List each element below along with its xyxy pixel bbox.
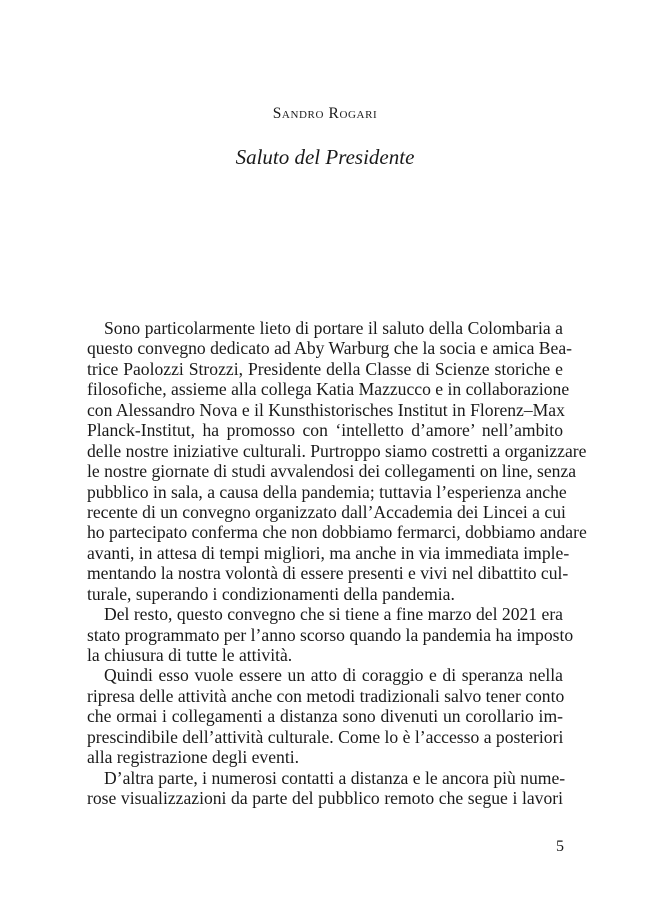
text-line: recente di un convegno organizzato dall’Accademia dei Lincei a cui — [87, 501, 566, 522]
text-line: Quindi esso vuole essere un atto di coraggio e di speranza nella — [104, 665, 563, 686]
text-line: la chiusura di tutte le attività. — [87, 645, 293, 665]
text-line: con Alessandro Nova e il Kunsthistorisches Institut in Florenz–Max — [87, 399, 565, 420]
text-line: Del resto, questo convegno che si tiene a fine marzo del 2021 era — [104, 604, 563, 625]
text-line: filosofiche, assieme alla collega Katia Mazzucco e in collaborazione — [87, 379, 570, 400]
text-line: turale, superando i condizionamenti della pandemia. — [87, 583, 455, 604]
page-number: 5 — [556, 838, 564, 855]
text-line: D’altra parte, i numerosi contatti a distanza e le ancora più nume- — [104, 767, 566, 788]
text-line: che ormai i collegamenti a distanza sono divenuti un corollario im- — [87, 706, 563, 727]
chapter-title: Saluto del Presidente — [235, 145, 415, 169]
text-line: Planck-Institut, ha promosso con ‘intelletto d’amore’ nell’ambito — [87, 420, 563, 441]
text-line: trice Paolozzi Strozzi, Presidente della Classe di Scienze storiche e — [87, 358, 563, 379]
author-name: Sandro Rogari — [272, 105, 378, 122]
text-line: alla registrazione degli eventi. — [87, 747, 300, 768]
text-line: delle nostre iniziative culturali. Purtroppo siamo costretti a organizzare — [87, 440, 587, 461]
text-line: ho partecipato conferma che non dobbiamo fermarci, dobbiamo andare — [87, 522, 587, 543]
text-line: questo convegno dedicato ad Aby Warburg che la socia e amica Bea- — [87, 338, 573, 359]
body-text — [87, 318, 587, 809]
text-line: ripresa delle attività anche con metodi tradizionali salvo tener conto — [87, 685, 565, 706]
text-line: avanti, in attesa di tempi migliori, ma anche in via immediata imple- — [87, 542, 570, 563]
text-line: mentando la nostra volontà di essere presenti e vivi nel dibattito cul- — [87, 563, 569, 584]
text-line: le nostre giornate di studi avvalendosi dei collegamenti on line, senza — [87, 461, 577, 482]
text-line: stato programmato per l’anno scorso quando la pandemia ha imposto — [87, 624, 574, 645]
text-line: prescindibile dell’attività culturale. Come lo è l’accesso a posteriori — [87, 726, 564, 747]
text-line: pubblico in sala, a causa della pandemia; tuttavia l’esperienza anche — [87, 481, 567, 502]
text-line: Sono particolarmente lieto di portare il saluto della Colombaria a — [104, 318, 563, 338]
text-line: rose visualizzazioni da parte del pubblico remoto che segue i lavori — [87, 788, 563, 809]
